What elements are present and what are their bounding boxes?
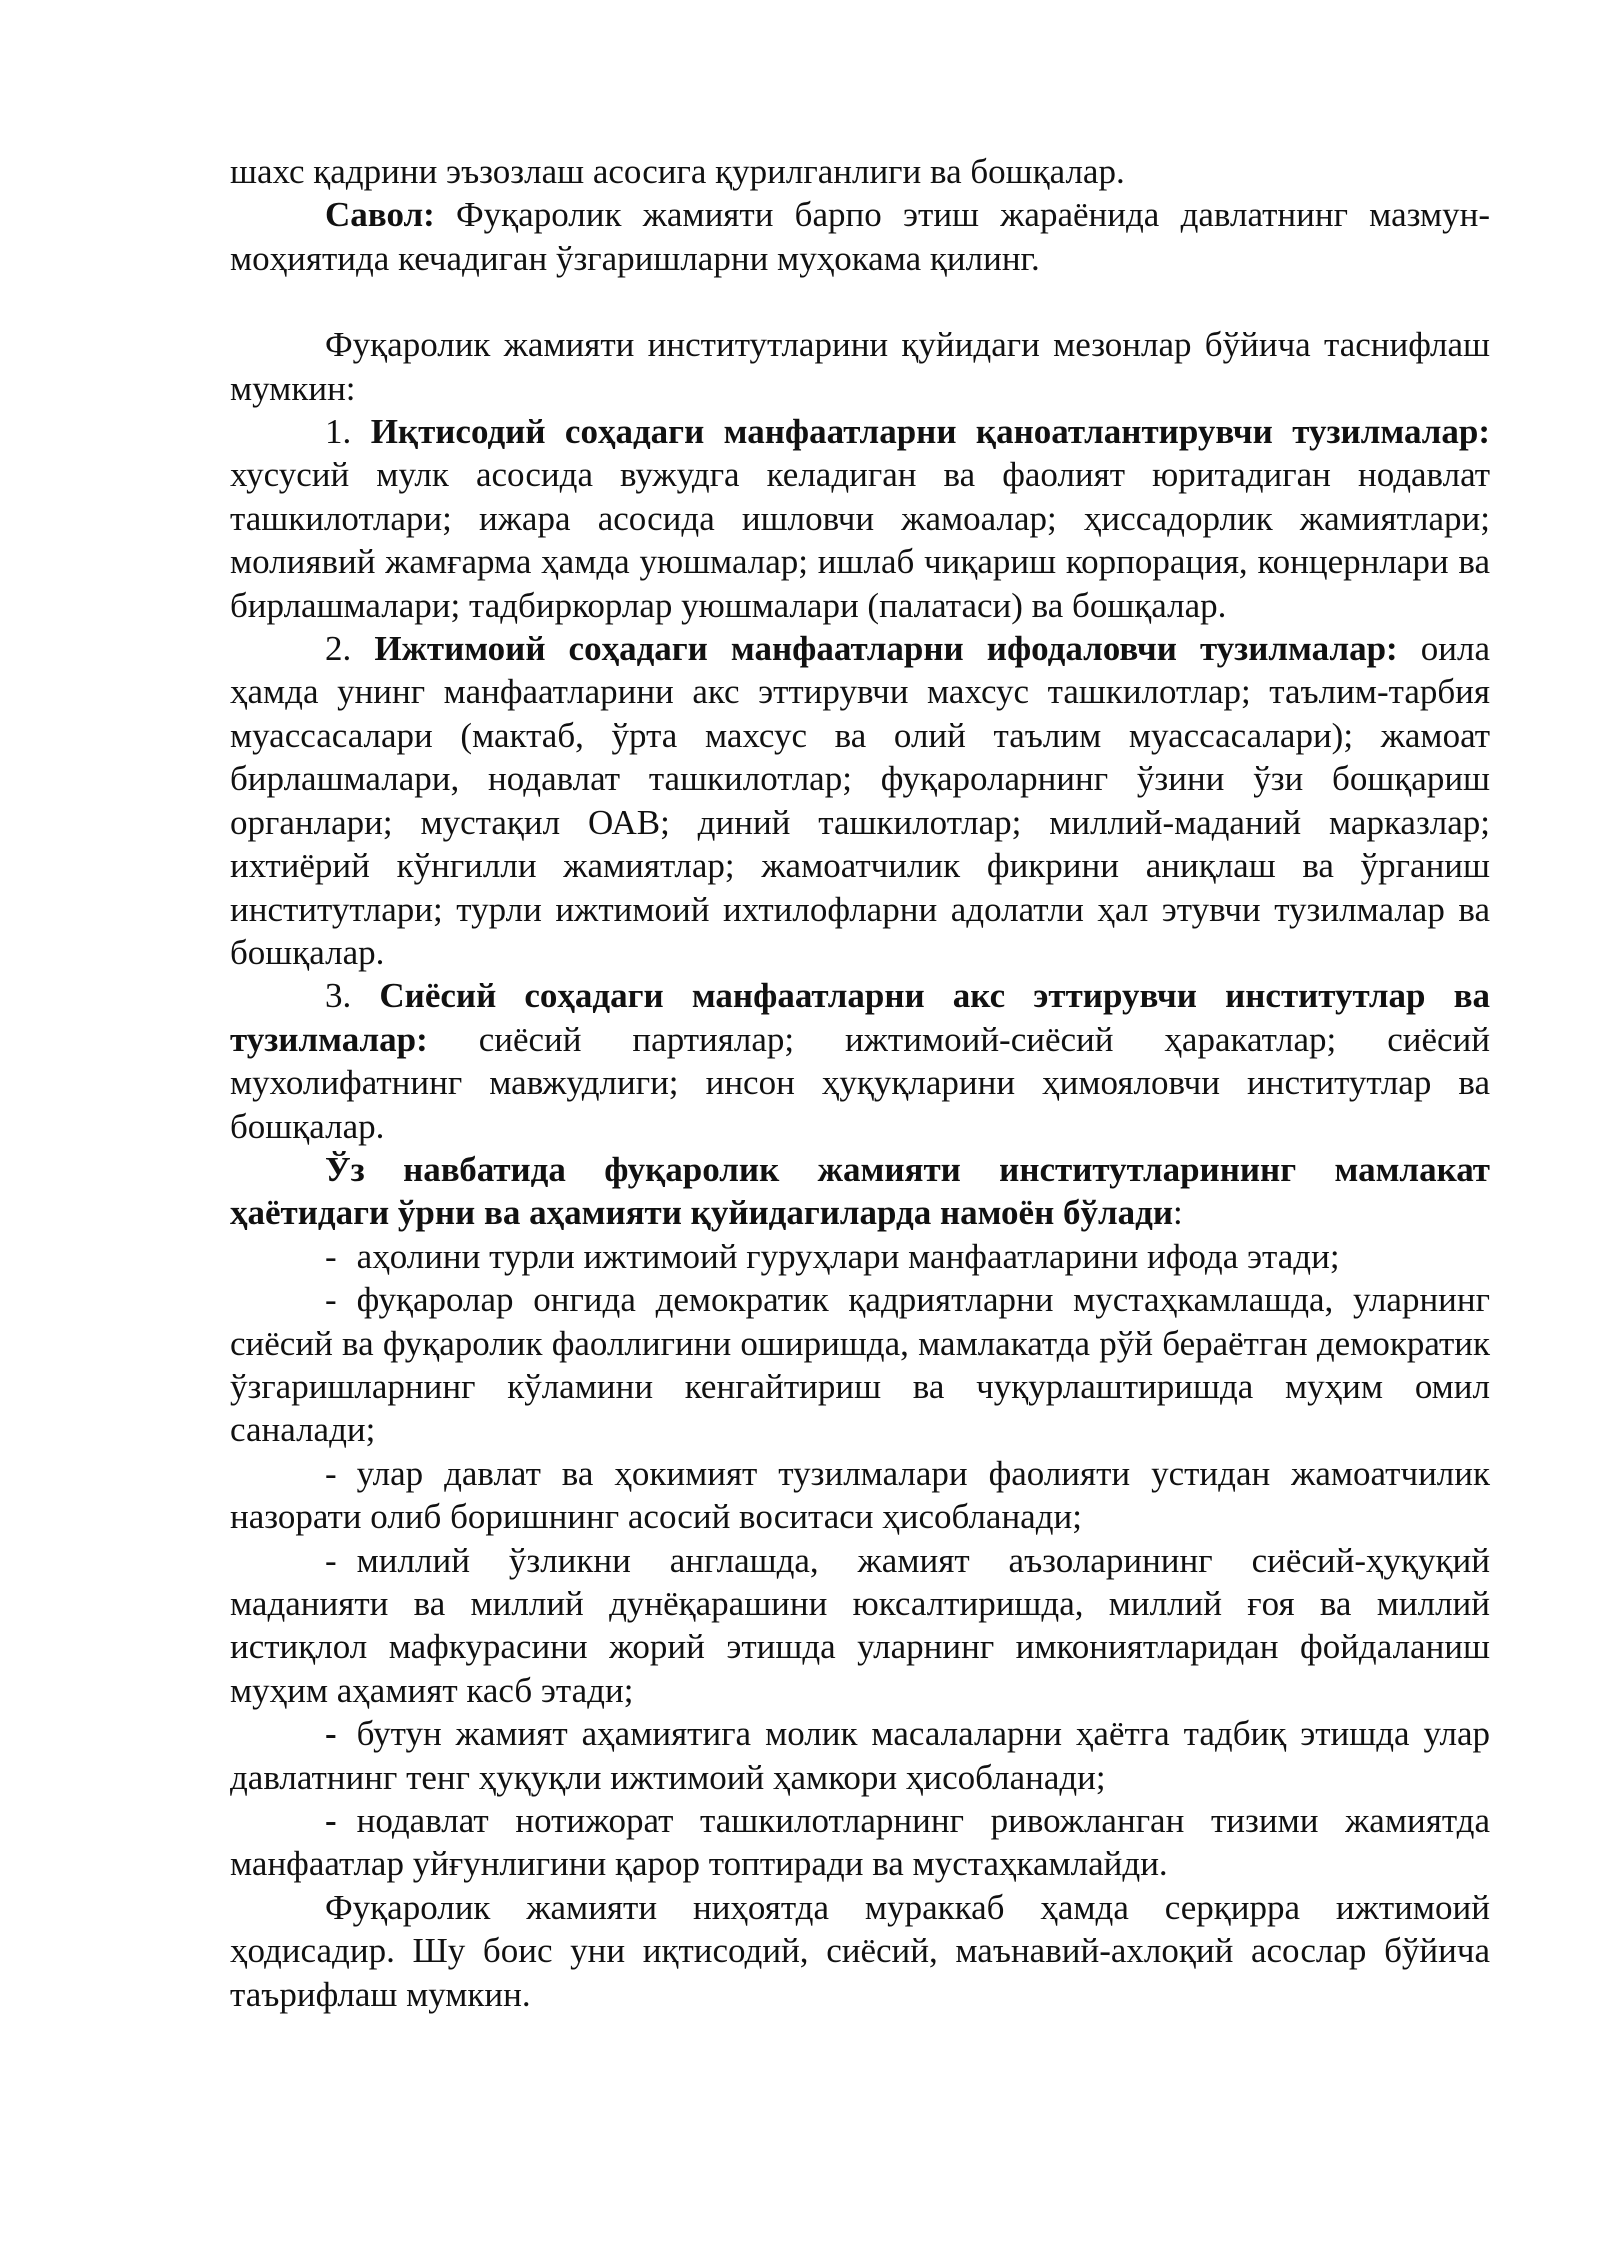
dash-marker: - (325, 1540, 337, 1580)
dash-marker: - (325, 1280, 337, 1320)
item-heading: Сиёсий соҳадаги манфаатларни акс эттирувчи институтлар ва тузилмалар: (230, 976, 1490, 1059)
bullet-item (230, 1712, 1490, 1799)
intro-paragraph: Фуқаролик жамияти институтларини қуйидаги мезонлар бўйича таснифлаш мумкин: (230, 325, 1490, 408)
item-number: 1. (325, 412, 352, 452)
item-heading: Ижтимоий соҳадаги манфаатларни ифодаловчи тузилмалар: (374, 629, 1398, 669)
item-heading: Иқтисодий соҳадаги манфаатларни қаноатлантирувчи тузилмалар: (370, 412, 1491, 452)
bullet-text: миллий ўзликни англашда, жамият аъзоларининг сиёсий-ҳуқуқий маданияти ва миллий дунёқарашини юксалтиришда, миллий ғоя ва миллий истиқлол мафкурасини жорий этишда уларнинг имкониятларидан фойдаланиш муҳим аҳамият касб этади; (230, 1540, 1490, 1710)
final-paragraph: Фуқаролик жамияти ниҳоятда мураккаб ҳамда серқирра ижтимоий ҳодисадир. Шу боис уни иқтисодий, сиёсий, маънавий-ахлоқий асослар бўйича таърифлаш мумкин. (230, 1887, 1490, 2014)
list-item (230, 410, 1490, 627)
question-text: Фуқаролик жамияти барпо этиш жараёнида давлатнинг мазмун-моҳиятида кечадиган ўзгаришларни муҳокама қилинг. (230, 195, 1490, 278)
question-label: Савол: (325, 195, 435, 235)
item-text: сиёсий партиялар; ижтимоий-сиёсий ҳаракатлар; сиёсий мухолифатнинг мавжудлиги; инсон ҳуқуқларини ҳимояловчи институтлар ва бошқалар. (230, 1019, 1490, 1146)
bullet-item (230, 1539, 1490, 1713)
role-heading-colon: : (1173, 1193, 1183, 1233)
bullet-text: улар давлат ва ҳокимият тузилмалари фаолияти устидан жамоатчилик назорати олиб боришнинг асосий воситаси ҳисобланади; (230, 1453, 1490, 1537)
bullet-text: нодавлат нотижорат ташкилотларнинг ривожланган тизими жамиятда манфаатлар уйғунлигини қарор топтиради ва мустаҳкамлайди. (230, 1801, 1490, 1884)
question-paragraph (230, 193, 1490, 280)
bullet-item (230, 1452, 1490, 1539)
dash-marker: - (325, 1453, 337, 1493)
bullet-text: аҳолини турли ижтимоий гуруҳлари манфаатларини ифода этади; (356, 1236, 1340, 1276)
item-text: хусусий мулк асосида вужудга келадиган ва фаолият юритадиган нодавлат ташкилотлари; ижара асосида ишловчи жамоалар; ҳиссадорлик жамиятлари; молиявий жамғарма ҳамда уюшмалар; ишлаб чиқариш корпорация, концернлари ва бирлашмалари; тадбиркорлар уюшмалари (палатаси) ва бошқалар. (230, 455, 1490, 625)
paragraph-continuation: шахс қадрини эъзозлаш асосига қурилганлиги ва бошқалар. (230, 152, 1125, 191)
document-page (230, 150, 1490, 2016)
dash-marker: - (325, 1714, 337, 1754)
bullet-item (230, 1799, 1490, 1886)
bullet-item (230, 1278, 1490, 1452)
bullet-text: бутун жамият аҳамиятига молик масалаларни ҳаётга тадбиқ этишда улар давлатнинг тенг ҳуқуқли ижтимоий ҳамкори ҳисобланади; (230, 1714, 1490, 1797)
blank-line (230, 280, 1490, 323)
list-item (230, 627, 1490, 974)
dash-marker: - (325, 1236, 337, 1276)
role-heading (230, 1148, 1490, 1235)
bullet-item (230, 1235, 1490, 1278)
dash-marker: - (325, 1801, 337, 1841)
item-text: оила ҳамда унинг манфаатларини акс эттирувчи махсус ташкилотлар; таълим-тарбия муассасалари (мактаб, ўрта махсус ва олий таълим муассасалари); жамоат бирлашмалари, нодавлат ташкилотлар; фуқароларнинг ўзини ўзи бошқариш органлари; мустақил ОАВ; диний ташкилотлар; миллий-маданий марказлар; ихтиёрий кўнгилли жамиятлар; жамоатчилик фикрини аниқлаш ва ўрганиш институтлари; турли ижтимоий ихтилофларни адолатли ҳал этувчи тузилмалар ва бошқалар. (230, 629, 1491, 972)
item-number: 3. (325, 976, 352, 1016)
item-number: 2. (325, 629, 352, 669)
bullet-text: фуқаролар онгида демократик қадриятларни мустаҳкамлашда, уларнинг сиёсий ва фуқаролик фаоллигини оширишда, мамлакатда рўй бераётган демократик ўзгаришларнинг кўламини кенгайтириш ва чуқурлаштиришда муҳим омил саналади; (230, 1280, 1490, 1450)
list-item (230, 974, 1490, 1148)
role-heading-text: Ўз навбатида фуқаролик жамияти институтларининг мамлакат ҳаётидаги ўрни ва аҳамияти қуйидагиларда намоён бўлади (230, 1149, 1490, 1233)
